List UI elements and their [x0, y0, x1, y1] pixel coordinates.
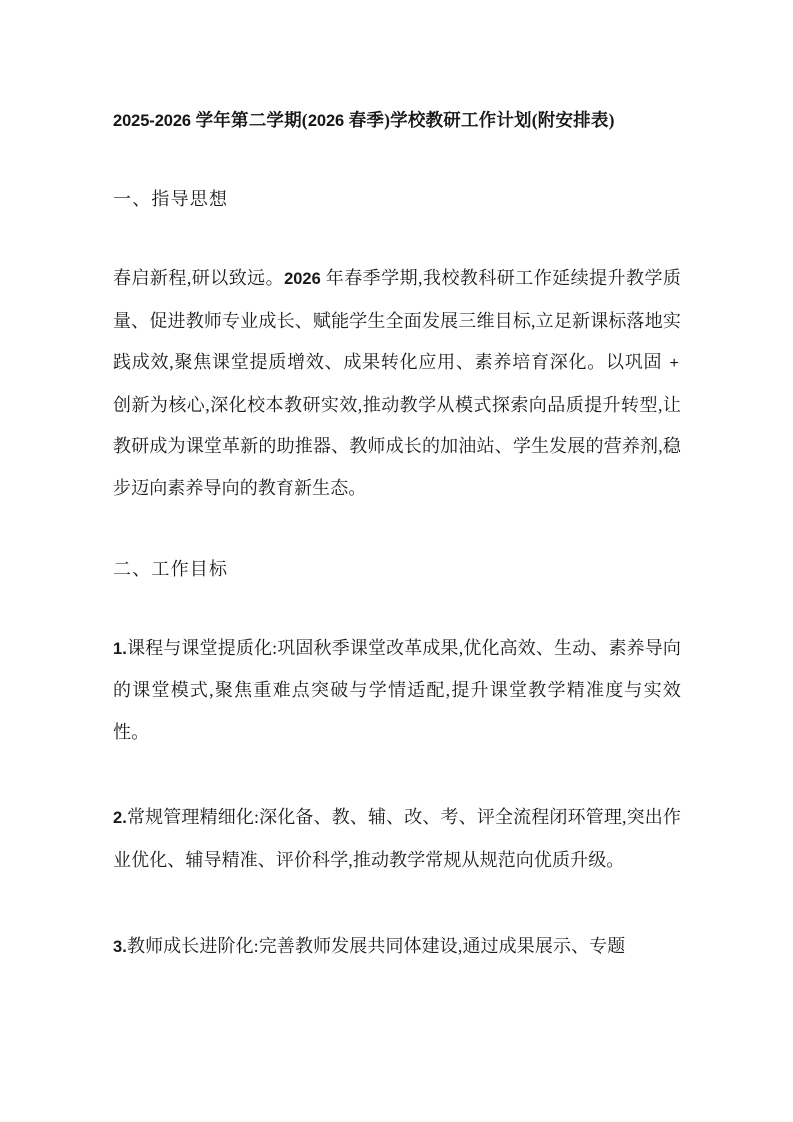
document-title — [113, 105, 681, 136]
list-item-text-3: 教师成长进阶化:完善教师发展共同体建设,通过成果展示、专题 — [126, 935, 626, 956]
list-marker-2: 2. — [113, 809, 127, 828]
list-item-goal-2 — [113, 797, 681, 881]
list-marker-1: 1. — [113, 639, 127, 658]
title-text-after-year: 学年第二学期( — [195, 110, 308, 130]
plus-symbol: + — [669, 355, 679, 373]
paragraph-guiding-thought — [113, 258, 681, 510]
paragraph-year-number: 2026 — [284, 270, 321, 288]
document-body — [113, 105, 681, 968]
list-item-goal-3 — [113, 926, 681, 969]
section-heading-guiding-thought: 一、指导思想 — [113, 189, 229, 209]
section-heading-work-goals: 二、工作目标 — [113, 558, 229, 579]
title-year-range: 2025-2026 — [113, 112, 192, 130]
title-season-year: 2026 — [307, 112, 345, 130]
list-marker-3: 3. — [113, 937, 127, 956]
list-item-text-1: 课程与课堂提质化:巩固秋季课堂改革成果,优化高效、生动、素养导向的课堂模式,聚焦重难点突破与学情适配,提升课堂教学精准度与实效性。 — [113, 637, 681, 742]
paragraph-text-part-a: 年春季学期,我校教科研工作延续提升教学质量、促进教师专业成长、赋能学生全面发展三维目标,立足新课标落地实践成效,聚焦课堂提质增效、成果转化应用、素养培育深化。以巩固 — [113, 268, 682, 373]
list-item-goal-1 — [113, 628, 681, 754]
paragraph-text-part-b: 创新为核心,深化校本教研实效,推动教学从模式探索向品质提升转型,让教研成为课堂革新的助推器、教师成长的加油站、学生发展的营养剂,稳步迈向素养导向的教育新生态。 — [113, 394, 681, 498]
title-text-after-season: 春季)学校教研工作计划(附安排表) — [348, 110, 615, 130]
list-item-text-2: 常规管理精细化:深化备、教、辅、改、考、评全流程闭环管理,突出作业优化、辅导精准、评价科学,推动教学常规从规范向优质升级。 — [113, 807, 681, 870]
paragraph-lead-text: 春启新程,研以致远。 — [113, 268, 285, 288]
